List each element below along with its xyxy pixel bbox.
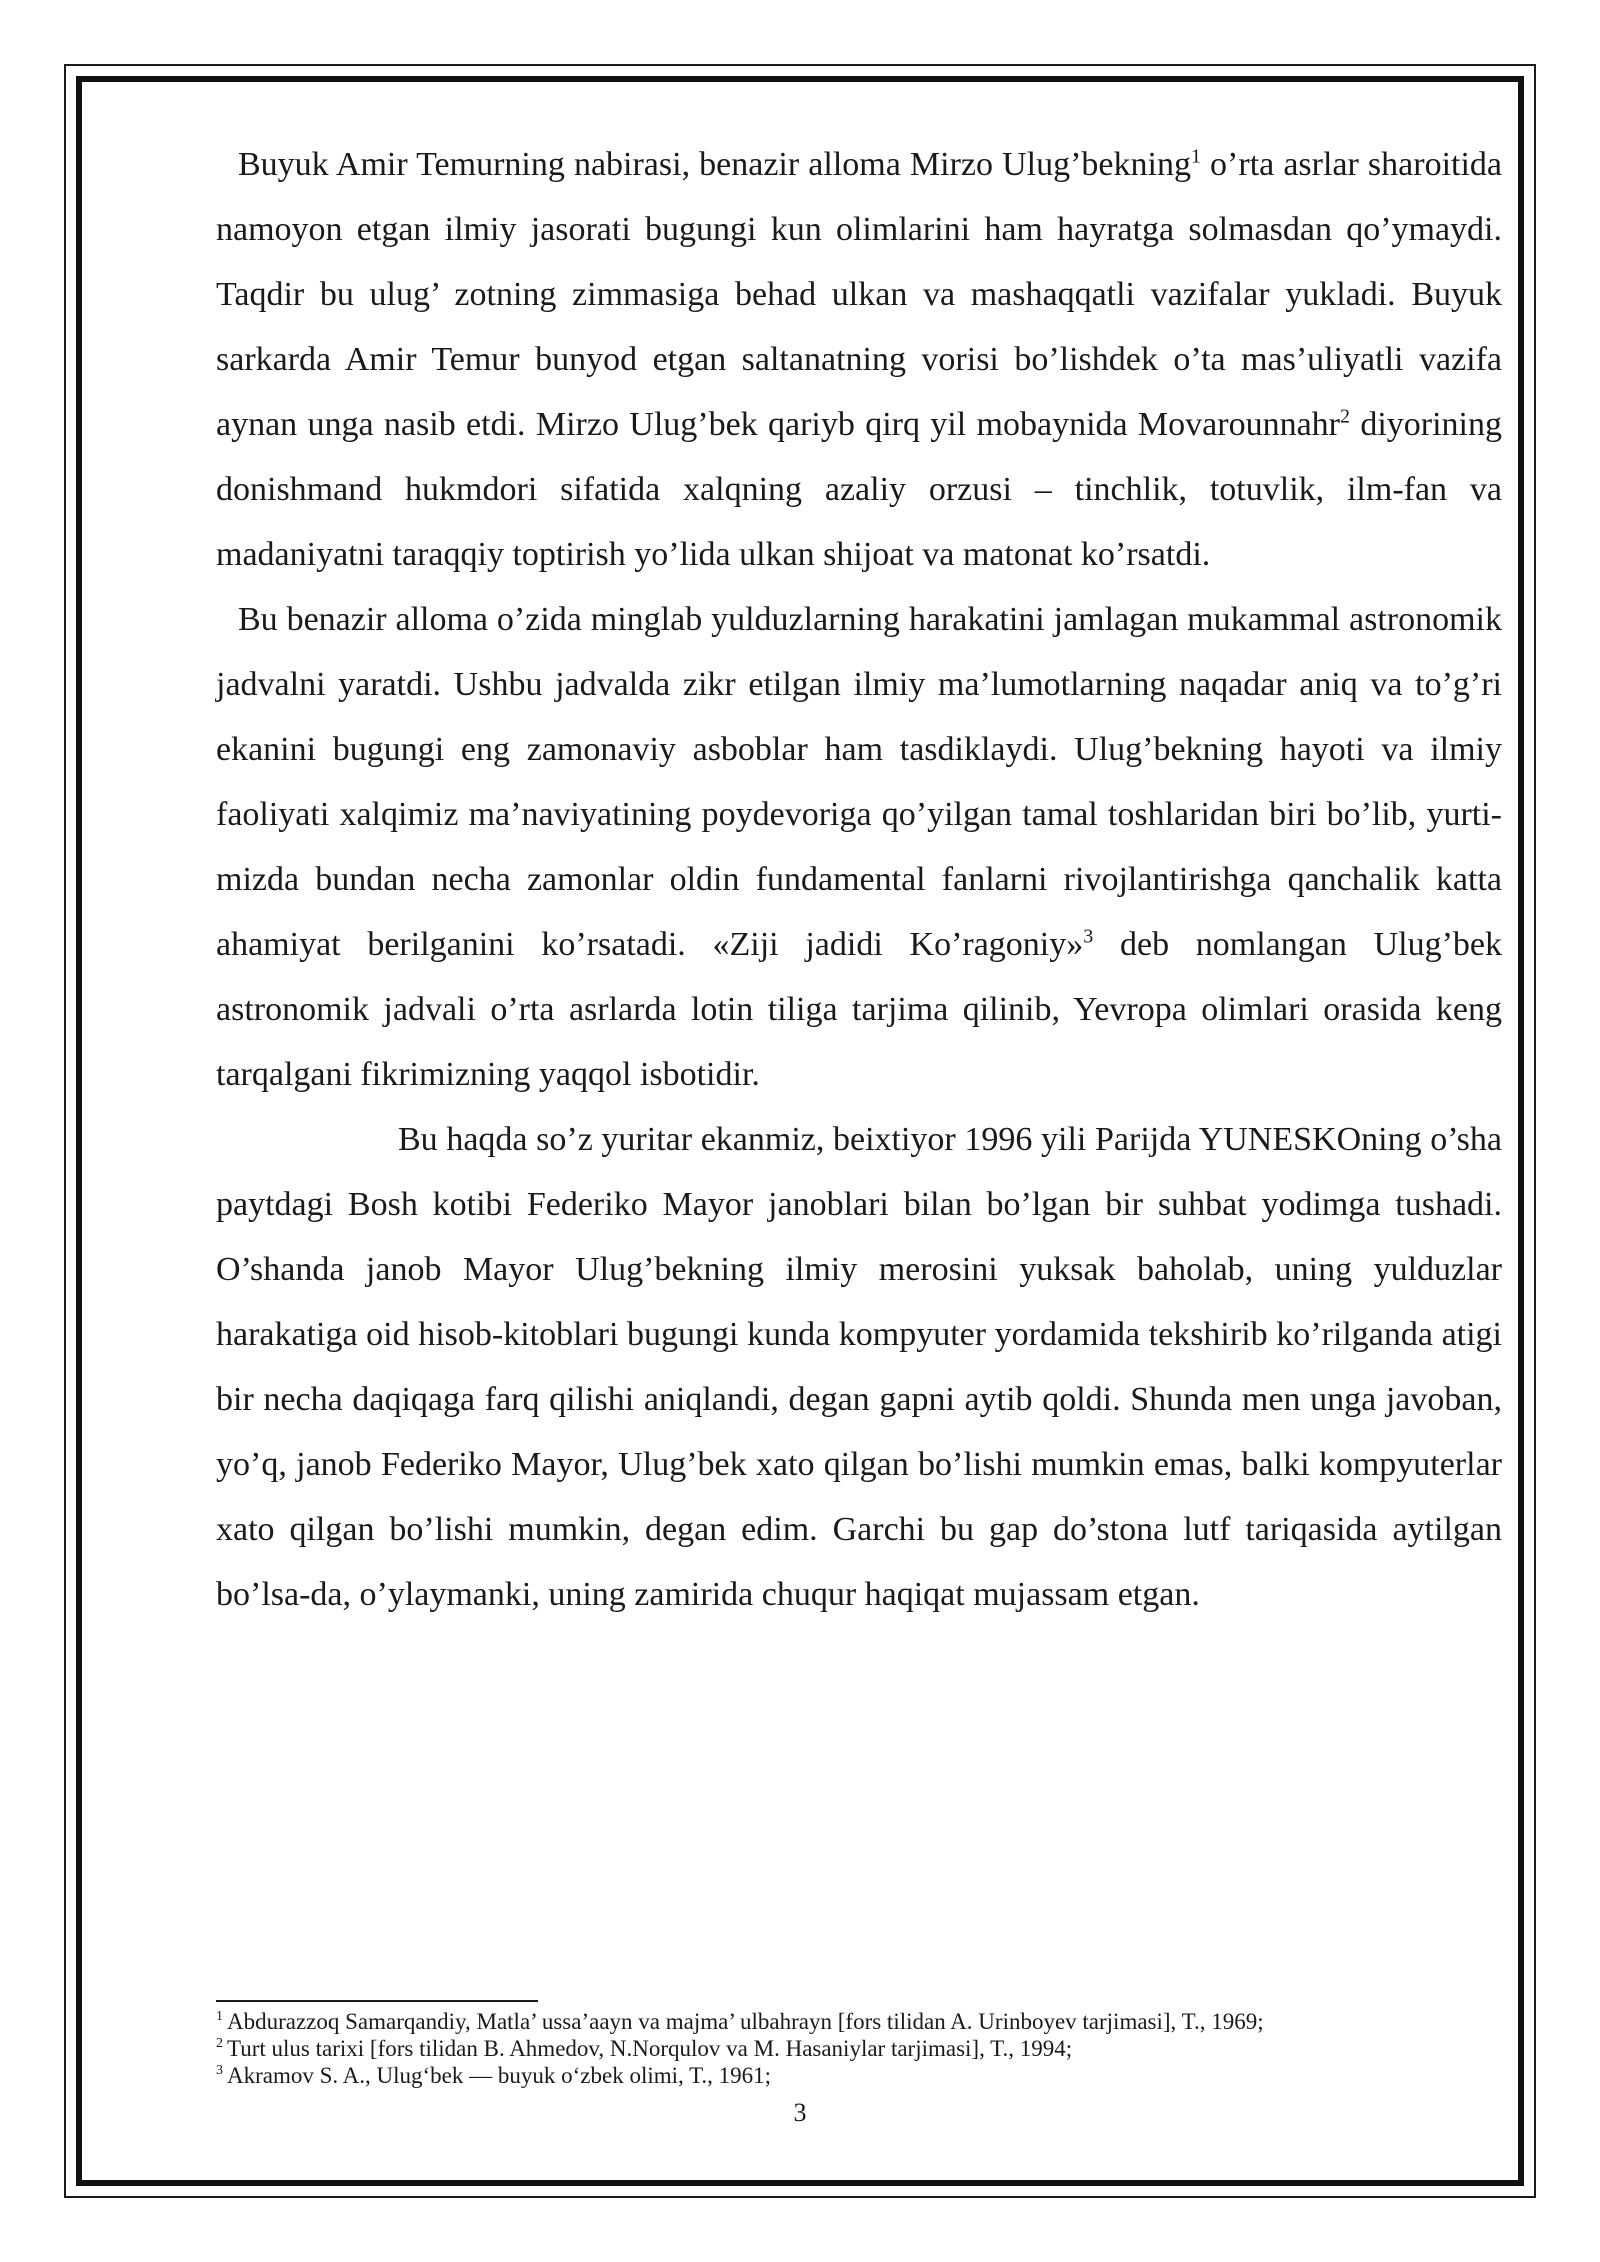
paragraph-3: Bu haqda so’z yuritar ekanmiz, beixtiyor 1996 yili Parijda YUNESKOning o’sha paytdagi Bosh kotibi Federiko Mayor janoblari bilan bo’lgan bir suhbat yodimga tushadi. O’shanda janob Mayor Ulug’bekning ilmiy merosini yuksak baholab, uning yulduzlar harakatiga oid hisob-kitoblari bugungi kunda kompyuter yordamida tekshirib ko’rilganda atigi bir necha daqiqaga farq qilishi aniqlandi, degan gapni aytib qoldi. Shunda men unga javoban, yo’q, janob Federiko Mayor, Ulug’bek xato qilgan bo’lishi mumkin emas, balki kompyuterlar xato qilgan bo’lishi mumkin, degan edim. Garchi bu gap do’stona lutf tariqasida aytilgan bo’lsa-da, o’ylaymanki, uning zamirida chuqur haqiqat mujassam etgan. xyxy=(216,1121,1502,1613)
paragraph-1-text-c: diyorining donishmand hukmdori sifatida xalqning azaliy orzusi – tinchlik, totuvlik, ilm-fan va madaniyatni taraqqiy toptirish yo’lida ulkan shijoat va matonat ko’rsatdi. xyxy=(216,406,1502,573)
document-body xyxy=(216,132,1502,1627)
paragraph-1 xyxy=(216,132,1502,587)
footnote-1 xyxy=(216,2008,1502,2035)
footnote-separator xyxy=(216,2000,538,2002)
paragraph-1-text-a: Buyuk Amir Temurning nabirasi, benazir alloma Mirzo Ulug’bekning xyxy=(238,146,1191,183)
page-number: 3 xyxy=(793,2098,807,2127)
footnote-3-text: Akramov S. A., Ulug‘bek — buyuk o‘zbek olimi, T., 1961; xyxy=(227,2063,772,2088)
footnote-1-text: Abdurazzoq Samarqandiy, Matla’ ussa’aayn va majma’ ulbahrayn [fors tilidan A. Urinboyev tarjimasi], T., 1969; xyxy=(227,2009,1264,2034)
footnote-ref-1: 1 xyxy=(1190,145,1201,168)
footnote-ref-2: 2 xyxy=(1340,405,1350,428)
footnote-3 xyxy=(216,2062,1502,2089)
footnotes xyxy=(216,2008,1502,2089)
footnote-2 xyxy=(216,2035,1502,2062)
footnote-2-number: 2 xyxy=(216,2036,223,2052)
footnote-2-text: Turt ulus tarixi [fors tilidan B. Ahmedov, N.Norqulov va M. Hasaniylar tarjimasi], T., 1994; xyxy=(227,2036,1073,2061)
paragraph-2-text-b: deb nomlangan Ulug’bek astronomik jadvali o’rta asrlarda lotin tiliga tarjima qilinib, Yevropa olimlari orasida keng tarqalgani fikrimizning yaqqol isbotidir. xyxy=(216,926,1503,1093)
footnote-3-number: 3 xyxy=(216,2063,223,2079)
footnote-ref-3: 3 xyxy=(1083,925,1094,948)
paragraph-2-text-a: Bu benazir alloma o’zida minglab yulduzlarning harakatini jamlagan mukammal astronomik jadvalni yaratdi. Ushbu jadvalda zikr etilgan ilmiy ma’lumotlarning naqadar aniq va to’g’ri ekanini bugungi eng zamonaviy asboblar ham tasdiklaydi. Ulug’bekning hayoti va ilmiy faoliyati xalqimiz ma’naviyatining poydevoriga qo’yilgan tamal toshlaridan biri bo’lib, yurti-mizda bundan necha zamonlar oldin fundamental fanlarni rivojlantirishga qanchalik katta ahamiyat berilganini ko’rsatadi. «Ziji jadidi Ko’ragoniy» xyxy=(216,601,1502,963)
paragraph-2 xyxy=(216,587,1502,1107)
paragraph-1-text-b: o’rta asrlar sharoitida namoyon etgan ilmiy jasorati bugungi kun olimlarini ham hayratga solmasdan qo’ymaydi. Taqdir bu ulug’ zotning zimmasiga behad ulkan va mashaqqatli vazifalar yukladi. Buyuk sarkarda Amir Temur bunyod etgan saltanatning vorisi bo’lishdek o’ta mas’uliyatli vazifa aynan unga nasib etdi. Mirzo Ulug’bek qariyb qirq yil mobaynida Movarounnahr xyxy=(216,146,1502,443)
footnote-1-number: 1 xyxy=(216,2009,223,2025)
